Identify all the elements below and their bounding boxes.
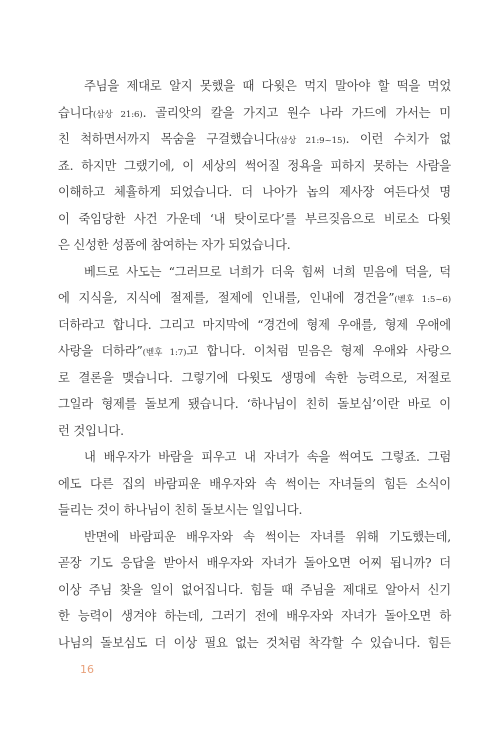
text-line bbox=[58, 285, 451, 312]
text-segment: 죠. 하지만 그랬기에, 이 세상의 썩어질 정욕을 피하지 못하는 사람을 bbox=[58, 158, 451, 173]
text-segment: 고 합니다. 이처럼 믿음은 형제 우애와 사랑으 bbox=[186, 344, 451, 358]
text-segment: 에 지식을, 지식에 절제를, 절제에 인내를, 인내에 경건을” bbox=[58, 291, 395, 305]
paragraph bbox=[58, 524, 451, 657]
text-segment: 반면에 바람피운 배우자와 속 썩이는 자녀를 위해 기도했는데, bbox=[84, 529, 451, 544]
text-line bbox=[58, 365, 451, 392]
text-line bbox=[58, 444, 451, 471]
text-segment: 런 것입니다. bbox=[58, 423, 124, 438]
text-line bbox=[58, 497, 451, 524]
scripture-reference: (벧후 1:5~6) bbox=[394, 295, 452, 305]
text-line bbox=[58, 126, 451, 153]
text-segment: 그일라 형제를 돌보게 됐습니다. ‘하나님이 친히 돌보심’이란 바로 이 bbox=[58, 397, 451, 411]
text-line bbox=[58, 550, 451, 577]
text-line bbox=[58, 471, 451, 498]
scripture-reference: (삼상 21:6) bbox=[93, 109, 143, 120]
text-line bbox=[58, 577, 451, 604]
text-line bbox=[58, 418, 451, 445]
text-segment: . 이런 수치가 없 bbox=[345, 132, 451, 146]
text-line bbox=[58, 338, 451, 365]
paragraph bbox=[58, 259, 451, 445]
text-segment: 내 배우자가 바람을 피우고 내 자녀가 속을 썩여도 그렇죠. 그럼 bbox=[84, 450, 451, 464]
text-line bbox=[58, 232, 451, 259]
scripture-reference: (삼상 21:9~15) bbox=[276, 136, 346, 146]
text-segment: 이상 주님 찾을 일이 없어집니다. 힘들 때 주님을 제대로 알아서 신기 bbox=[58, 582, 451, 597]
text-segment: 이 죽임당한 사건 가운데 ‘내 탓이로다’를 부르짖음으로 비로소 다윗 bbox=[58, 211, 451, 226]
text-line bbox=[58, 153, 451, 180]
text-segment: 주님을 제대로 알지 못했을 때 다윗은 먹지 말아야 할 떡을 먹었 bbox=[84, 79, 451, 93]
text-segment: . 골리앗의 칼을 가지고 원수 나라 가드에 가서는 미 bbox=[142, 105, 451, 120]
text-line bbox=[58, 206, 451, 233]
text-line bbox=[58, 100, 451, 127]
text-segment: 들리는 것이 하나님이 친히 돌보시는 일입니다. bbox=[58, 503, 303, 517]
text-line bbox=[58, 391, 451, 418]
text-segment: 이해하고 체휼하게 되었습니다. 더 나아가 놉의 제사장 여든다섯 명 bbox=[58, 185, 451, 199]
text-segment: 더하라고 합니다. 그리고 마지막에 “경건에 형제 우애를, 형제 우애에 bbox=[58, 317, 451, 332]
text-segment: 로 결론을 맺습니다. 그렇기에 다윗도 생명에 속한 능력으로, 저절로 bbox=[58, 370, 451, 385]
page-number: 16 bbox=[80, 663, 94, 676]
text-segment: 한 능력이 생겨야 하는데, 그러기 전에 배우자와 자녀가 돌아오면 하 bbox=[58, 609, 451, 623]
text-line bbox=[58, 630, 451, 657]
text-segment: 나님의 돌보심도 더 이상 필요 없는 것처럼 착각할 수 있습니다. 힘든 bbox=[58, 635, 451, 650]
text-segment: 은 신성한 성품에 참여하는 자가 되었습니다. bbox=[58, 238, 291, 252]
text-line bbox=[58, 603, 451, 630]
text-line bbox=[58, 524, 451, 551]
text-line bbox=[58, 259, 451, 286]
text-segment: 사랑을 더하라” bbox=[58, 344, 143, 358]
text-segment: 친 척하면서까지 목숨을 구걸했습니다 bbox=[58, 132, 277, 146]
scripture-reference: (벧후 1:7) bbox=[142, 348, 187, 358]
body-text bbox=[58, 73, 451, 656]
text-line bbox=[58, 312, 451, 339]
paragraph bbox=[58, 444, 451, 524]
text-segment: 베드로 사도는 “그러므로 너희가 더욱 힘써 너희 믿음에 덕을, 덕 bbox=[84, 264, 451, 279]
paragraph bbox=[58, 73, 451, 259]
text-line bbox=[58, 179, 451, 206]
text-segment: 곧장 기도 응답을 받아서 배우자와 자녀가 돌아오면 어찌 됩니까? 더 bbox=[58, 556, 451, 570]
text-line bbox=[58, 73, 451, 100]
text-segment: 습니다 bbox=[58, 105, 94, 120]
text-segment: 에도 다른 집의 바람피운 배우자와 속 썩이는 자녀들의 힘든 소식이 bbox=[58, 476, 451, 491]
